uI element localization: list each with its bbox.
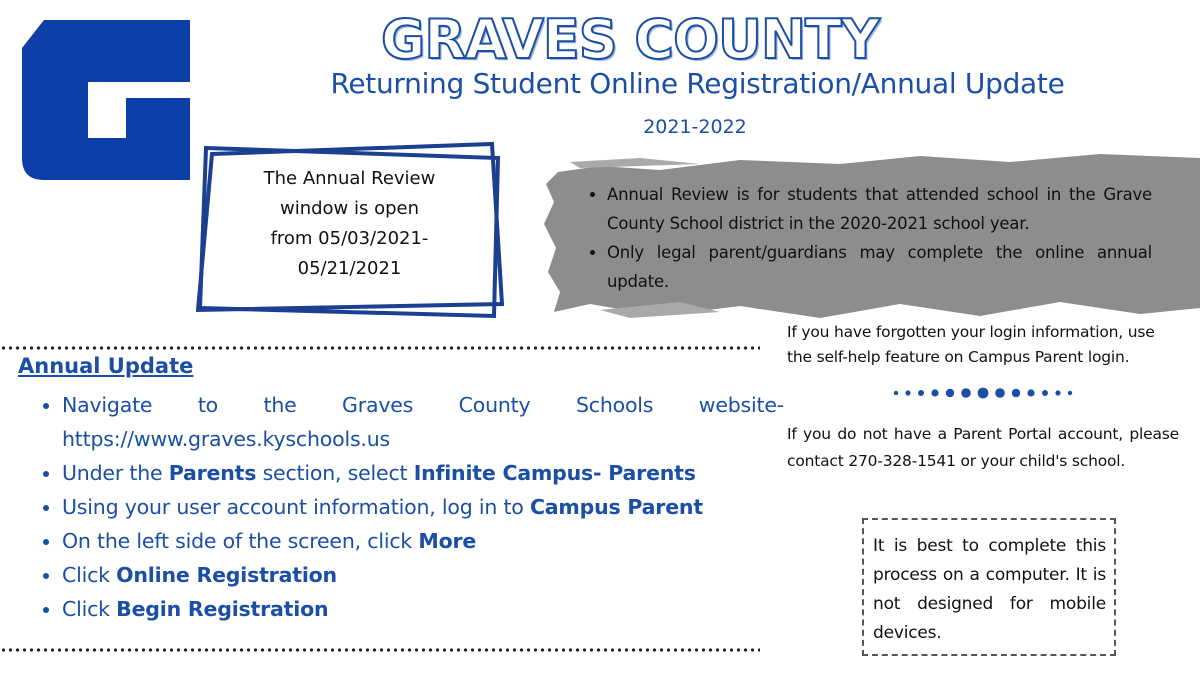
annual-update-steps: [40, 388, 784, 626]
step-item: [62, 388, 784, 456]
review-line: 05/21/2021: [297, 258, 402, 279]
step-item: [62, 558, 784, 592]
step-item: [62, 456, 784, 490]
step-word: to: [197, 393, 219, 417]
step-first-line: [62, 388, 784, 422]
device-tip-text: It is best to complete this process on a computer. It is not designed for mobile devices.: [873, 536, 1106, 643]
review-window-text: [222, 164, 477, 284]
page-title: GRAVES COUNTY: [381, 8, 879, 71]
step-bold: Infinite Campus- Parents: [413, 461, 696, 485]
step-bold: Begin Registration: [116, 597, 329, 621]
step-bold: Online Registration: [116, 563, 337, 587]
forgot-login-note: If you have forgotten your login information, use the self-help feature on Campus Parent login.: [787, 323, 1155, 366]
step-word: Graves: [342, 393, 414, 417]
step-word: website-: [698, 393, 784, 417]
step-text: Click: [62, 563, 117, 587]
annual-update-heading: Annual Update: [18, 354, 194, 378]
dotted-divider-bottom: [0, 648, 760, 652]
dot-separator: [890, 382, 1080, 404]
step-word: Schools: [575, 393, 654, 417]
step-bold: Campus Parent: [529, 495, 703, 519]
eligibility-item: • Annual Review is for students that attended school in the Grave County School district in the 2020-2021 school year.: [607, 180, 1152, 238]
step-text: Under the: [62, 461, 169, 485]
step-word: the: [263, 393, 297, 417]
step-item: [62, 524, 784, 558]
website-link[interactable]: https://www.graves.kyschools.us: [62, 427, 391, 451]
no-account-note: If you do not have a Parent Portal account, please contact 270-328-1541 or your child's school.: [787, 425, 1179, 470]
step-bold: Parents: [168, 461, 257, 485]
review-line: window is open: [279, 198, 420, 219]
review-line: The Annual Review: [263, 168, 436, 189]
step-item: [62, 490, 784, 524]
step-text: section, select: [256, 461, 414, 485]
step-text: On the left side of the screen, click: [62, 529, 419, 553]
review-line: from 05/03/2021-: [270, 228, 429, 249]
eligibility-item: • Only legal parent/guardians may complete the online annual update.: [607, 238, 1152, 296]
step-word: County: [458, 393, 531, 417]
school-year: 2021-2022: [643, 116, 747, 138]
step-item: [62, 592, 784, 626]
page-subtitle: Returning Student Online Registration/Annual Update: [330, 67, 1065, 100]
eligibility-list: [585, 180, 1152, 296]
step-text: Click: [62, 597, 117, 621]
step-text: Using your user account information, log in to: [62, 495, 530, 519]
step-word: • Navigate: [62, 393, 153, 417]
step-bold: More: [418, 529, 477, 553]
graves-g-logo: [22, 20, 190, 180]
dotted-divider-top: [0, 346, 760, 350]
